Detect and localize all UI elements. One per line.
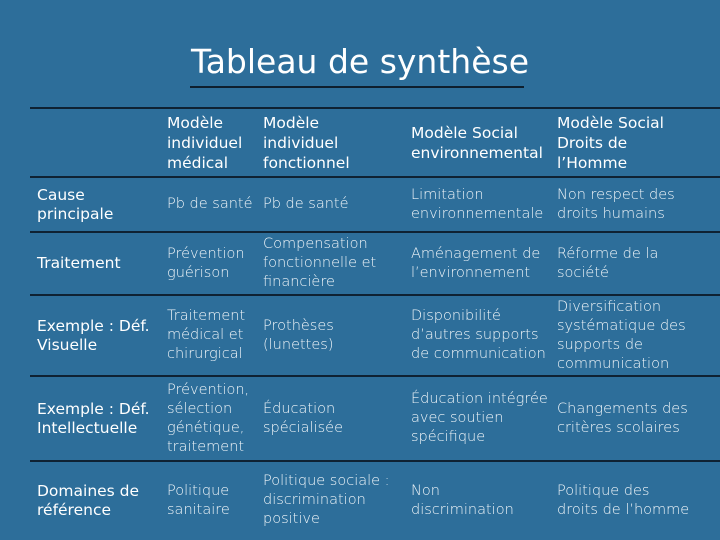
table-cell-text: Diversification systématique des supports de communication xyxy=(557,298,686,372)
column-header xyxy=(411,108,551,177)
column-header-text: Modèle Social environnemental xyxy=(411,123,543,162)
column-header-text: Modèle Social Droits de l’Homme xyxy=(557,113,664,172)
row-label xyxy=(37,461,162,540)
table-cell-text: Non respect des droits humains xyxy=(557,186,675,222)
table-cell-text: Prothèses (lunettes) xyxy=(263,317,334,353)
table-cell-text: Politique sanitaire xyxy=(167,482,230,518)
table-cell-text: Changements des critères scolaires xyxy=(557,400,688,436)
table-cell-text: Disponibilité d’autres supports de communication xyxy=(411,308,546,362)
row-label-text: Traitement xyxy=(37,254,121,272)
column-header-text: Modèle individuel fonctionnel xyxy=(263,113,350,172)
table-cell xyxy=(167,232,259,295)
table-cell xyxy=(411,461,551,540)
column-header xyxy=(557,108,717,177)
column-header-text: Modèle individuel médical xyxy=(167,113,243,172)
table-cell-text: Pb de santé xyxy=(167,196,253,212)
table-cell xyxy=(167,376,259,461)
table-cell-text: Réforme de la société xyxy=(557,245,659,281)
table-cell xyxy=(263,295,403,376)
table-cell xyxy=(411,177,551,232)
table-cell-text: Éducation intégrée avec soutien spécifique xyxy=(411,391,548,445)
row-label-text: Cause principale xyxy=(37,185,114,223)
column-header xyxy=(167,108,259,177)
row-label-text: Domaines de référence xyxy=(37,481,140,519)
table-cell xyxy=(557,461,717,540)
table-cell xyxy=(263,461,403,540)
table-cell xyxy=(411,232,551,295)
row-label xyxy=(37,295,162,376)
table-cell-text: Traitement médical et chirurgical xyxy=(167,308,246,362)
table-cell-text: Limitation environnementale xyxy=(411,186,544,222)
table-cell-text: Politique sociale : discrimination positive xyxy=(263,473,390,527)
table-cell-text: Aménagement de l’environnement xyxy=(411,245,541,281)
column-header xyxy=(263,108,403,177)
table-cell-text: Éducation spécialisée xyxy=(263,400,344,436)
row-label xyxy=(37,177,162,232)
table-cell xyxy=(411,376,551,461)
table-cell-text: Prévention, sélection génétique, traitement xyxy=(167,381,250,455)
table-cell xyxy=(263,177,403,232)
table-cell-text: Compensation fonctionnelle et financière xyxy=(263,236,377,290)
table-cell xyxy=(167,177,259,232)
table-cell xyxy=(557,295,717,376)
table-cell xyxy=(557,376,717,461)
table-cell-text: Pb de santé xyxy=(263,196,349,212)
row-label-text: Exemple : Déf. Visuelle xyxy=(37,316,150,354)
table-cell-text: Politique des droits de l’homme xyxy=(557,482,690,518)
table-cell xyxy=(557,232,717,295)
table-cell xyxy=(411,295,551,376)
row-label xyxy=(37,232,162,295)
title-underline xyxy=(190,86,524,88)
table-cell xyxy=(263,376,403,461)
table-cell xyxy=(263,232,403,295)
table-cell xyxy=(167,461,259,540)
page-title: Tableau de synthèse xyxy=(191,42,529,81)
table-cell xyxy=(167,295,259,376)
row-label-text: Exemple : Déf. Intellectuelle xyxy=(37,399,150,437)
table-cell xyxy=(557,177,717,232)
table-cell-text: Prévention guérison xyxy=(167,245,245,281)
row-label xyxy=(37,376,162,461)
table-cell-text: Non discrimination xyxy=(411,482,514,518)
